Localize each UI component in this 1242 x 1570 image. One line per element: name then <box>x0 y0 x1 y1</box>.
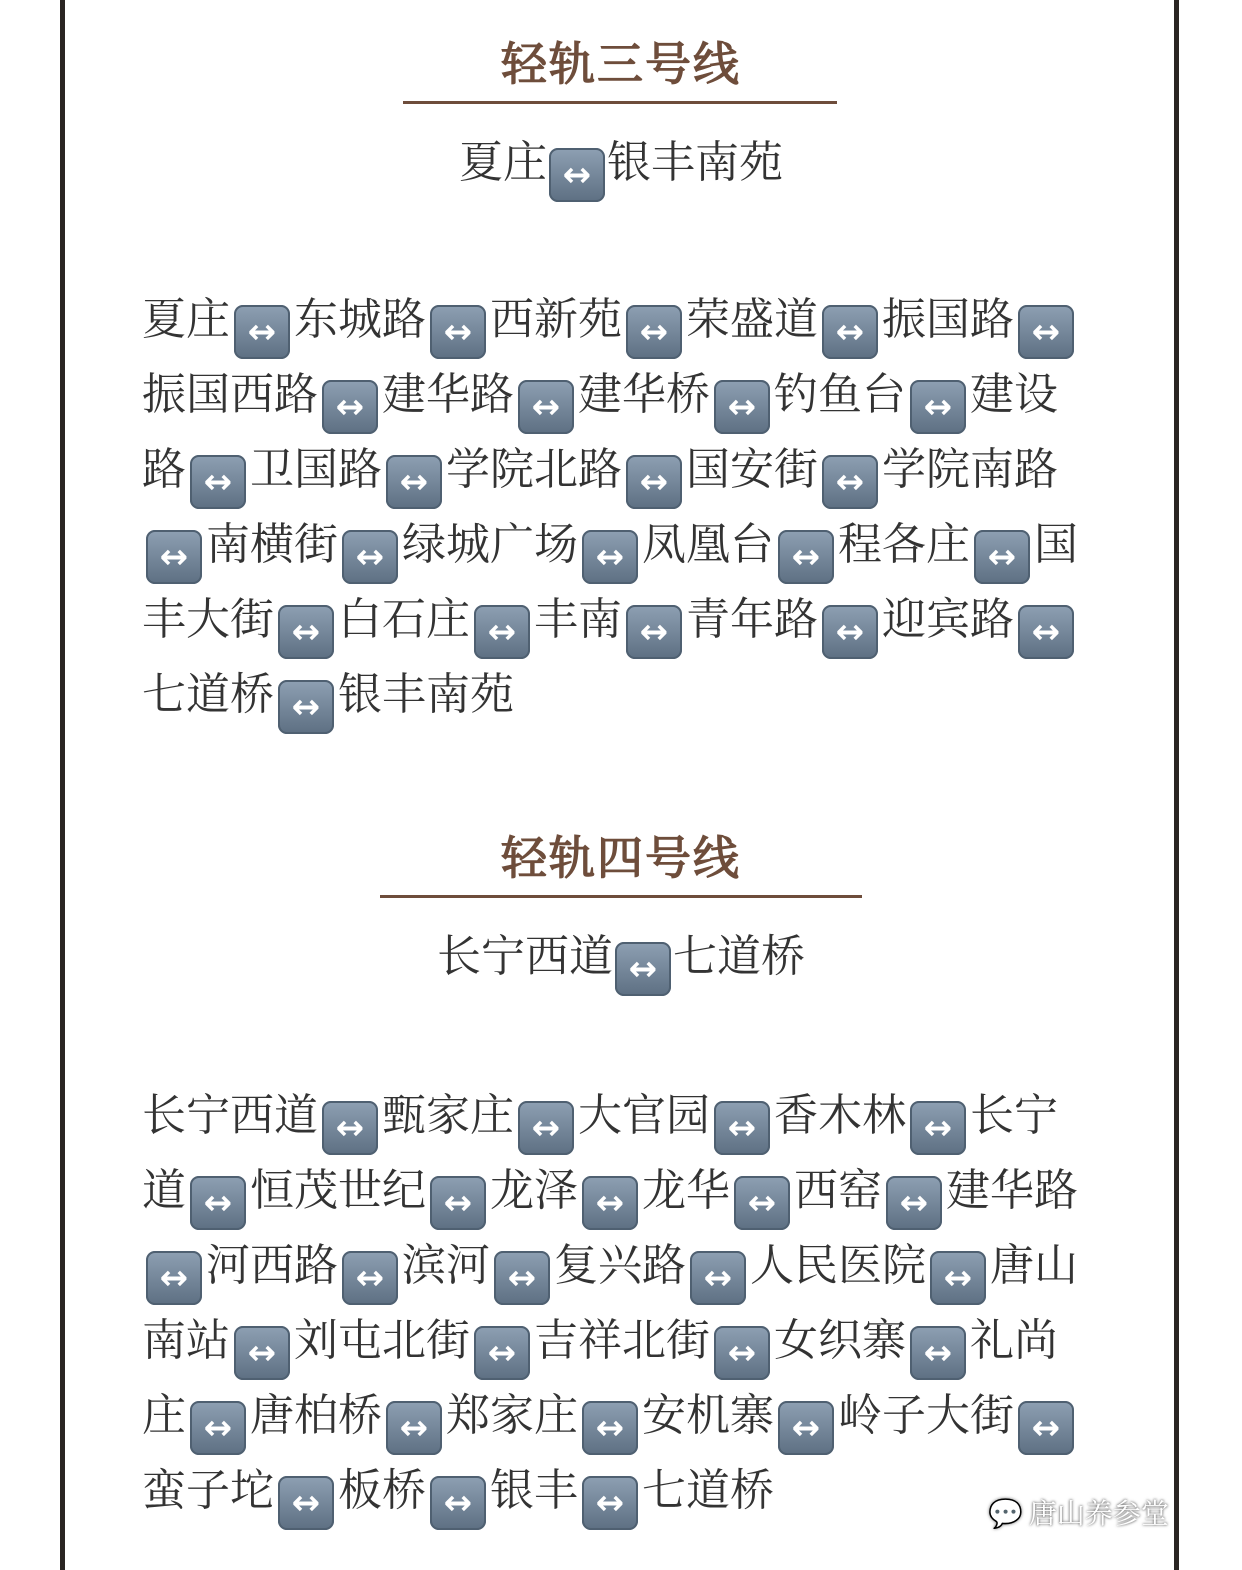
station-name: 复兴路 <box>554 1240 686 1291</box>
station-name: 恒茂世纪 <box>250 1165 426 1216</box>
station-name: 蛮子坨 <box>142 1465 274 1516</box>
station-name: 龙华 <box>642 1165 730 1216</box>
station-name: 学院南路 <box>882 444 1058 495</box>
station-name: 国安街 <box>686 444 818 495</box>
bidirectional-arrow-icon: ↔ <box>518 1101 574 1155</box>
station-name: 唐柏桥 <box>250 1390 382 1441</box>
station-name: 振国路 <box>882 294 1014 345</box>
wechat-icon: 💬 <box>988 1497 1023 1530</box>
bidirectional-arrow-icon: ↔ <box>494 1251 550 1305</box>
station-name: 丰南 <box>534 594 622 645</box>
station-name: 程各庄 <box>838 519 970 570</box>
bidirectional-arrow-icon: ↔ <box>342 530 398 584</box>
bidirectional-arrow-icon: ↔ <box>430 305 486 359</box>
line3-terminal-a: 夏庄 <box>459 137 547 188</box>
station-name: 建华路 <box>946 1165 1078 1216</box>
bidirectional-arrow-icon: ↔ <box>582 1176 638 1230</box>
bidirectional-arrow-icon: ↔ <box>582 1476 638 1530</box>
bidirectional-arrow-icon: ↔ <box>322 1101 378 1155</box>
bidirectional-arrow-icon: ↔ <box>930 1251 986 1305</box>
bidirectional-arrow-icon: ↔ <box>1018 1401 1074 1455</box>
bidirectional-arrow-icon: ↔ <box>822 305 878 359</box>
station-name: 迎宾路 <box>882 594 1014 645</box>
station-name: 西新苑 <box>490 294 622 345</box>
bidirectional-arrow-icon: ↔ <box>342 1251 398 1305</box>
station-name: 大官园 <box>578 1090 710 1141</box>
bidirectional-arrow-icon: ↔ <box>234 1326 290 1380</box>
station-name: 长宁道 <box>142 1090 1058 1216</box>
bidirectional-arrow-icon: ↔ <box>582 1401 638 1455</box>
bidirectional-arrow-icon: ↔ <box>430 1476 486 1530</box>
station-name: 建设路 <box>142 369 1058 495</box>
bidirectional-arrow-icon: ↔ <box>974 530 1030 584</box>
line4-title: 轻轨四号线 <box>501 831 741 885</box>
bidirectional-arrow-icon: ↔ <box>714 1326 770 1380</box>
bidirectional-arrow-icon: ↔ <box>778 1401 834 1455</box>
bidirectional-arrow-icon: ↔ <box>278 605 334 659</box>
station-name: 香木林 <box>774 1090 906 1141</box>
station-name: 学院北路 <box>446 444 622 495</box>
bidirectional-arrow-icon: ↔ <box>386 455 442 509</box>
station-name: 青年路 <box>686 594 818 645</box>
bidirectional-arrow-icon: ↔ <box>910 380 966 434</box>
bidirectional-arrow-icon: ↔ <box>886 1176 942 1230</box>
station-name: 东城路 <box>294 294 426 345</box>
bidirectional-arrow-icon: ↔ <box>386 1401 442 1455</box>
station-name: 南横街 <box>206 519 338 570</box>
station-name: 国丰大街 <box>142 519 1078 645</box>
bidirectional-arrow-icon: ↔ <box>626 305 682 359</box>
station-name: 郑家庄 <box>446 1390 578 1441</box>
bidirectional-arrow-icon: ↔ <box>474 605 530 659</box>
line3-terminal-b: 银丰南苑 <box>607 137 783 188</box>
station-name: 凤凰台 <box>642 519 774 570</box>
bidirectional-arrow-icon: ↔ <box>910 1326 966 1380</box>
station-name: 银丰 <box>490 1465 578 1516</box>
watermark-text: 唐山养参堂 <box>1028 1497 1169 1530</box>
bidirectional-arrow-icon: ↔ <box>690 1251 746 1305</box>
line4-station-list <box>142 1080 1082 1530</box>
station-name: 建华桥 <box>578 369 710 420</box>
line4-terminals <box>0 920 1242 996</box>
line4-title-rule <box>380 895 862 898</box>
bidirectional-arrow-icon: ↔ <box>234 305 290 359</box>
station-name: 礼尚庄 <box>142 1315 1058 1441</box>
station-name: 唐山南站 <box>142 1240 1078 1366</box>
bidirectional-arrow-icon: ↔ <box>146 530 202 584</box>
line3-terminals <box>0 126 1242 202</box>
bidirectional-arrow-icon: ↔ <box>714 380 770 434</box>
line3-station-list <box>142 284 1082 734</box>
station-name: 白石庄 <box>338 594 470 645</box>
bidirectional-arrow-icon: ↔ <box>146 1251 202 1305</box>
bidirectional-arrow-icon: ↔ <box>190 1401 246 1455</box>
bidirectional-arrow-icon: ↔ <box>190 455 246 509</box>
station-name: 夏庄 <box>142 294 230 345</box>
bidirectional-arrow-icon: ↔ <box>615 942 671 996</box>
station-name: 岭子大街 <box>838 1390 1014 1441</box>
line4-terminal-a: 长宁西道 <box>437 931 613 982</box>
station-name: 吉祥北街 <box>534 1315 710 1366</box>
station-name: 绿城广场 <box>402 519 578 570</box>
bidirectional-arrow-icon: ↔ <box>1018 305 1074 359</box>
frame-right-border <box>1174 0 1179 1570</box>
station-name: 板桥 <box>338 1465 426 1516</box>
bidirectional-arrow-icon: ↔ <box>626 605 682 659</box>
bidirectional-arrow-icon: ↔ <box>582 530 638 584</box>
bidirectional-arrow-icon: ↔ <box>322 380 378 434</box>
station-name: 刘屯北街 <box>294 1315 470 1366</box>
line3-title: 轻轨三号线 <box>501 37 741 91</box>
bidirectional-arrow-icon: ↔ <box>910 1101 966 1155</box>
bidirectional-arrow-icon: ↔ <box>778 530 834 584</box>
bidirectional-arrow-icon: ↔ <box>626 455 682 509</box>
bidirectional-arrow-icon: ↔ <box>549 148 605 202</box>
station-name: 人民医院 <box>750 1240 926 1291</box>
bidirectional-arrow-icon: ↔ <box>190 1176 246 1230</box>
station-name: 卫国路 <box>250 444 382 495</box>
bidirectional-arrow-icon: ↔ <box>278 1476 334 1530</box>
bidirectional-arrow-icon: ↔ <box>430 1176 486 1230</box>
frame-left-border <box>60 0 65 1570</box>
station-name: 荣盛道 <box>686 294 818 345</box>
station-name: 钓鱼台 <box>774 369 906 420</box>
bidirectional-arrow-icon: ↔ <box>822 605 878 659</box>
line4-terminal-b: 七道桥 <box>673 931 805 982</box>
station-name: 建华路 <box>382 369 514 420</box>
station-name: 女织寨 <box>774 1315 906 1366</box>
bidirectional-arrow-icon: ↔ <box>714 1101 770 1155</box>
station-name: 七道桥 <box>642 1465 774 1516</box>
station-name: 滨河 <box>402 1240 490 1291</box>
station-name: 龙泽 <box>490 1165 578 1216</box>
bidirectional-arrow-icon: ↔ <box>278 680 334 734</box>
station-name: 银丰南苑 <box>338 669 514 720</box>
station-name: 河西路 <box>206 1240 338 1291</box>
line3-title-rule <box>403 101 837 104</box>
bidirectional-arrow-icon: ↔ <box>518 380 574 434</box>
station-name: 安机寨 <box>642 1390 774 1441</box>
watermark <box>988 1492 1169 1532</box>
station-name: 西窑 <box>794 1165 882 1216</box>
station-name: 七道桥 <box>142 669 274 720</box>
station-name: 振国西路 <box>142 369 318 420</box>
bidirectional-arrow-icon: ↔ <box>822 455 878 509</box>
station-name: 甄家庄 <box>382 1090 514 1141</box>
bidirectional-arrow-icon: ↔ <box>474 1326 530 1380</box>
station-name: 长宁西道 <box>142 1090 318 1141</box>
bidirectional-arrow-icon: ↔ <box>1018 605 1074 659</box>
bidirectional-arrow-icon: ↔ <box>734 1176 790 1230</box>
